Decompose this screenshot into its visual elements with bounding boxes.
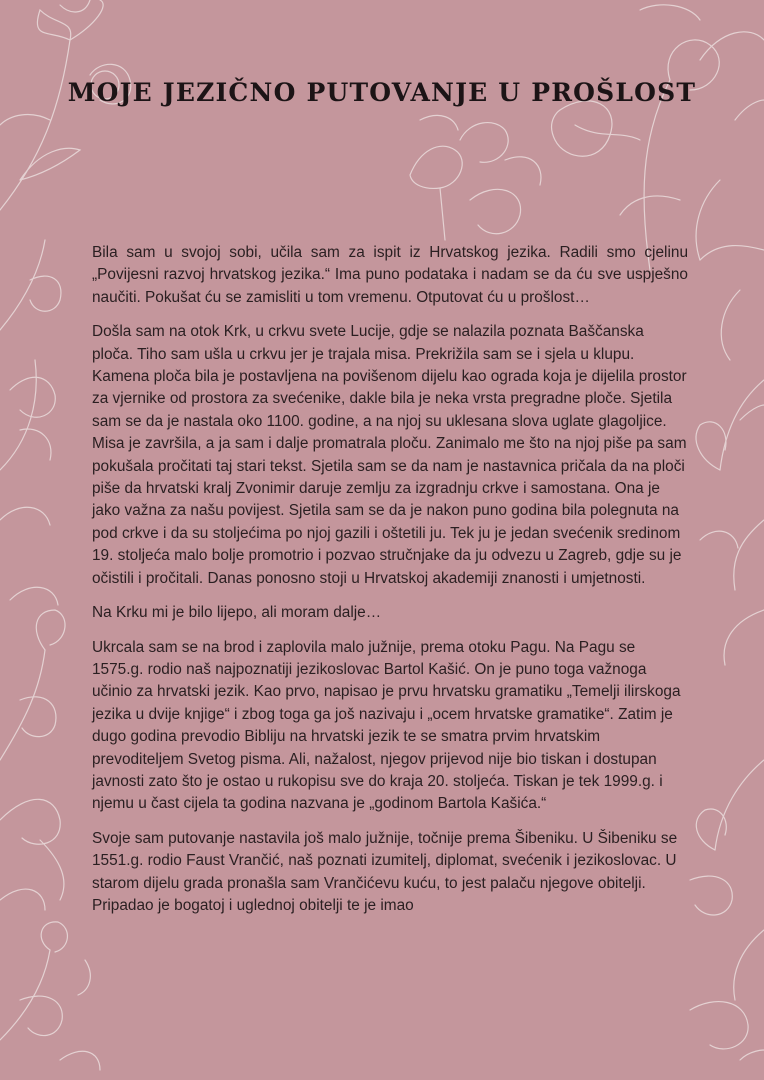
flower-sprig-left-middle-icon — [0, 240, 61, 525]
paragraph-sibenik: Svoje sam putovanje nastavila još malo južnije, točnije prema Šibeniku. U Šibeniku se 1551.g. rodio Faust Vrančić, naš poznati izumitelj, diplomat, svećenik i jezikoslovac. U starom dijelu grada pronašla sam Vrančićevu kuću, to jest palaču njegove obitelji. Pripadao je bogatoj i uglednoj obitelji te je imao — [92, 829, 678, 914]
paragraph-pag: Ukrcala sam se na brod i zaplovila malo južnije, prema otoku Pagu. Na Pagu se 1575.g. rodio naš najpoznatiji jezikoslovac Bartol Kašić. On je puno toga važnoga učinio za hrvatski jezik. Kao prvo, napisao je prvu hrvatsku gramatiku „Temelji ilirskoga jezika u dvije knjige“ i zbog toga ga još nazivaju i „ocem hrvatske gramatike“. Zatim je dugo godina prevodio Bibliju na hrvatski jezik te se smatra prvim hrvatskim prevoditeljem Svetog pisma. Ali, nažalost, njegov prijevod nije bio tiskan i dostupan javnosti zato što je ostao u rukopisu sve do kraja 20. stoljeća. Tiskan je tek 1999.g. i njemu u čast cijela ta godina nazvana je „godinom Bartola Kašića.“ — [92, 638, 681, 813]
flower-sprig-left-lower-icon — [0, 587, 65, 910]
paragraph-intro: Bila sam u svojoj sobi, učila sam za ispit iz Hrvatskog jezika. Radili smo cjelinu „Povijesni razvoj hrvatskog jezika.“ Ima puno podataka i nadam se da ću sve uspješno naučiti. Pokušat ću se zamisliti u tom vremenu. Otputovat ću u prošlost… — [92, 244, 688, 306]
document-body — [92, 242, 688, 929]
flower-sprig-right-middle-icon — [696, 380, 764, 665]
flower-sprig-bottom-left-icon — [0, 922, 100, 1070]
flower-sprig-right-lower-icon — [690, 760, 764, 1060]
paragraph-krk: Došla sam na otok Krk, u crkvu svete Lucije, gdje se nalazila poznata Baščanska ploča. Tiho sam ušla u crkvu jer je trajala misa. Prekrižila sam se i sjela u klupu. Kamena ploča bila je postavljena na povišenom dijelu kao ograda koja je dijelila prostor za vjernike od prostora za svećenike, dakle bila je neka vrsta pregradne ploče. Sjetila sam se da je nastala oko 1100. godine, a na njoj su uklesana slova uglate glagoljice. Misa je završila, a ja sam i dalje promatrala ploču. Zanimalo me što na njoj piše pa sam pokušala pročitati taj stari tekst. Sjetila sam se da nam je nastavnica pričala da na ploči piše da hrvatski kralj Zvonimir daruje zemlju za izgradnju crkve i samostana. Ona je jako važna za našu povijest. Sjetila sam se da je nakon puno godina bila polegnuta na pod crkve i da su stoljećima po njoj gazili i oštetili ju. Tek ju je jedan svećenik sredinom 19. stoljeća malo bolje promotrio i pozvao stručnjake da ju odvezu u Zagreb, gdje su je očistili i pročitali. Danas ponosno stoji u Hrvatskoj akademiji znanosti i umjetnosti. — [92, 323, 687, 587]
flower-cluster-top-center-icon — [410, 115, 541, 240]
page-title: MOJE JEZIČNO PUTOVANJE U PROŠLOST — [67, 78, 697, 107]
paragraph-transition: Na Krku mi je bilo lijepo, ali moram dalje… — [92, 604, 382, 622]
